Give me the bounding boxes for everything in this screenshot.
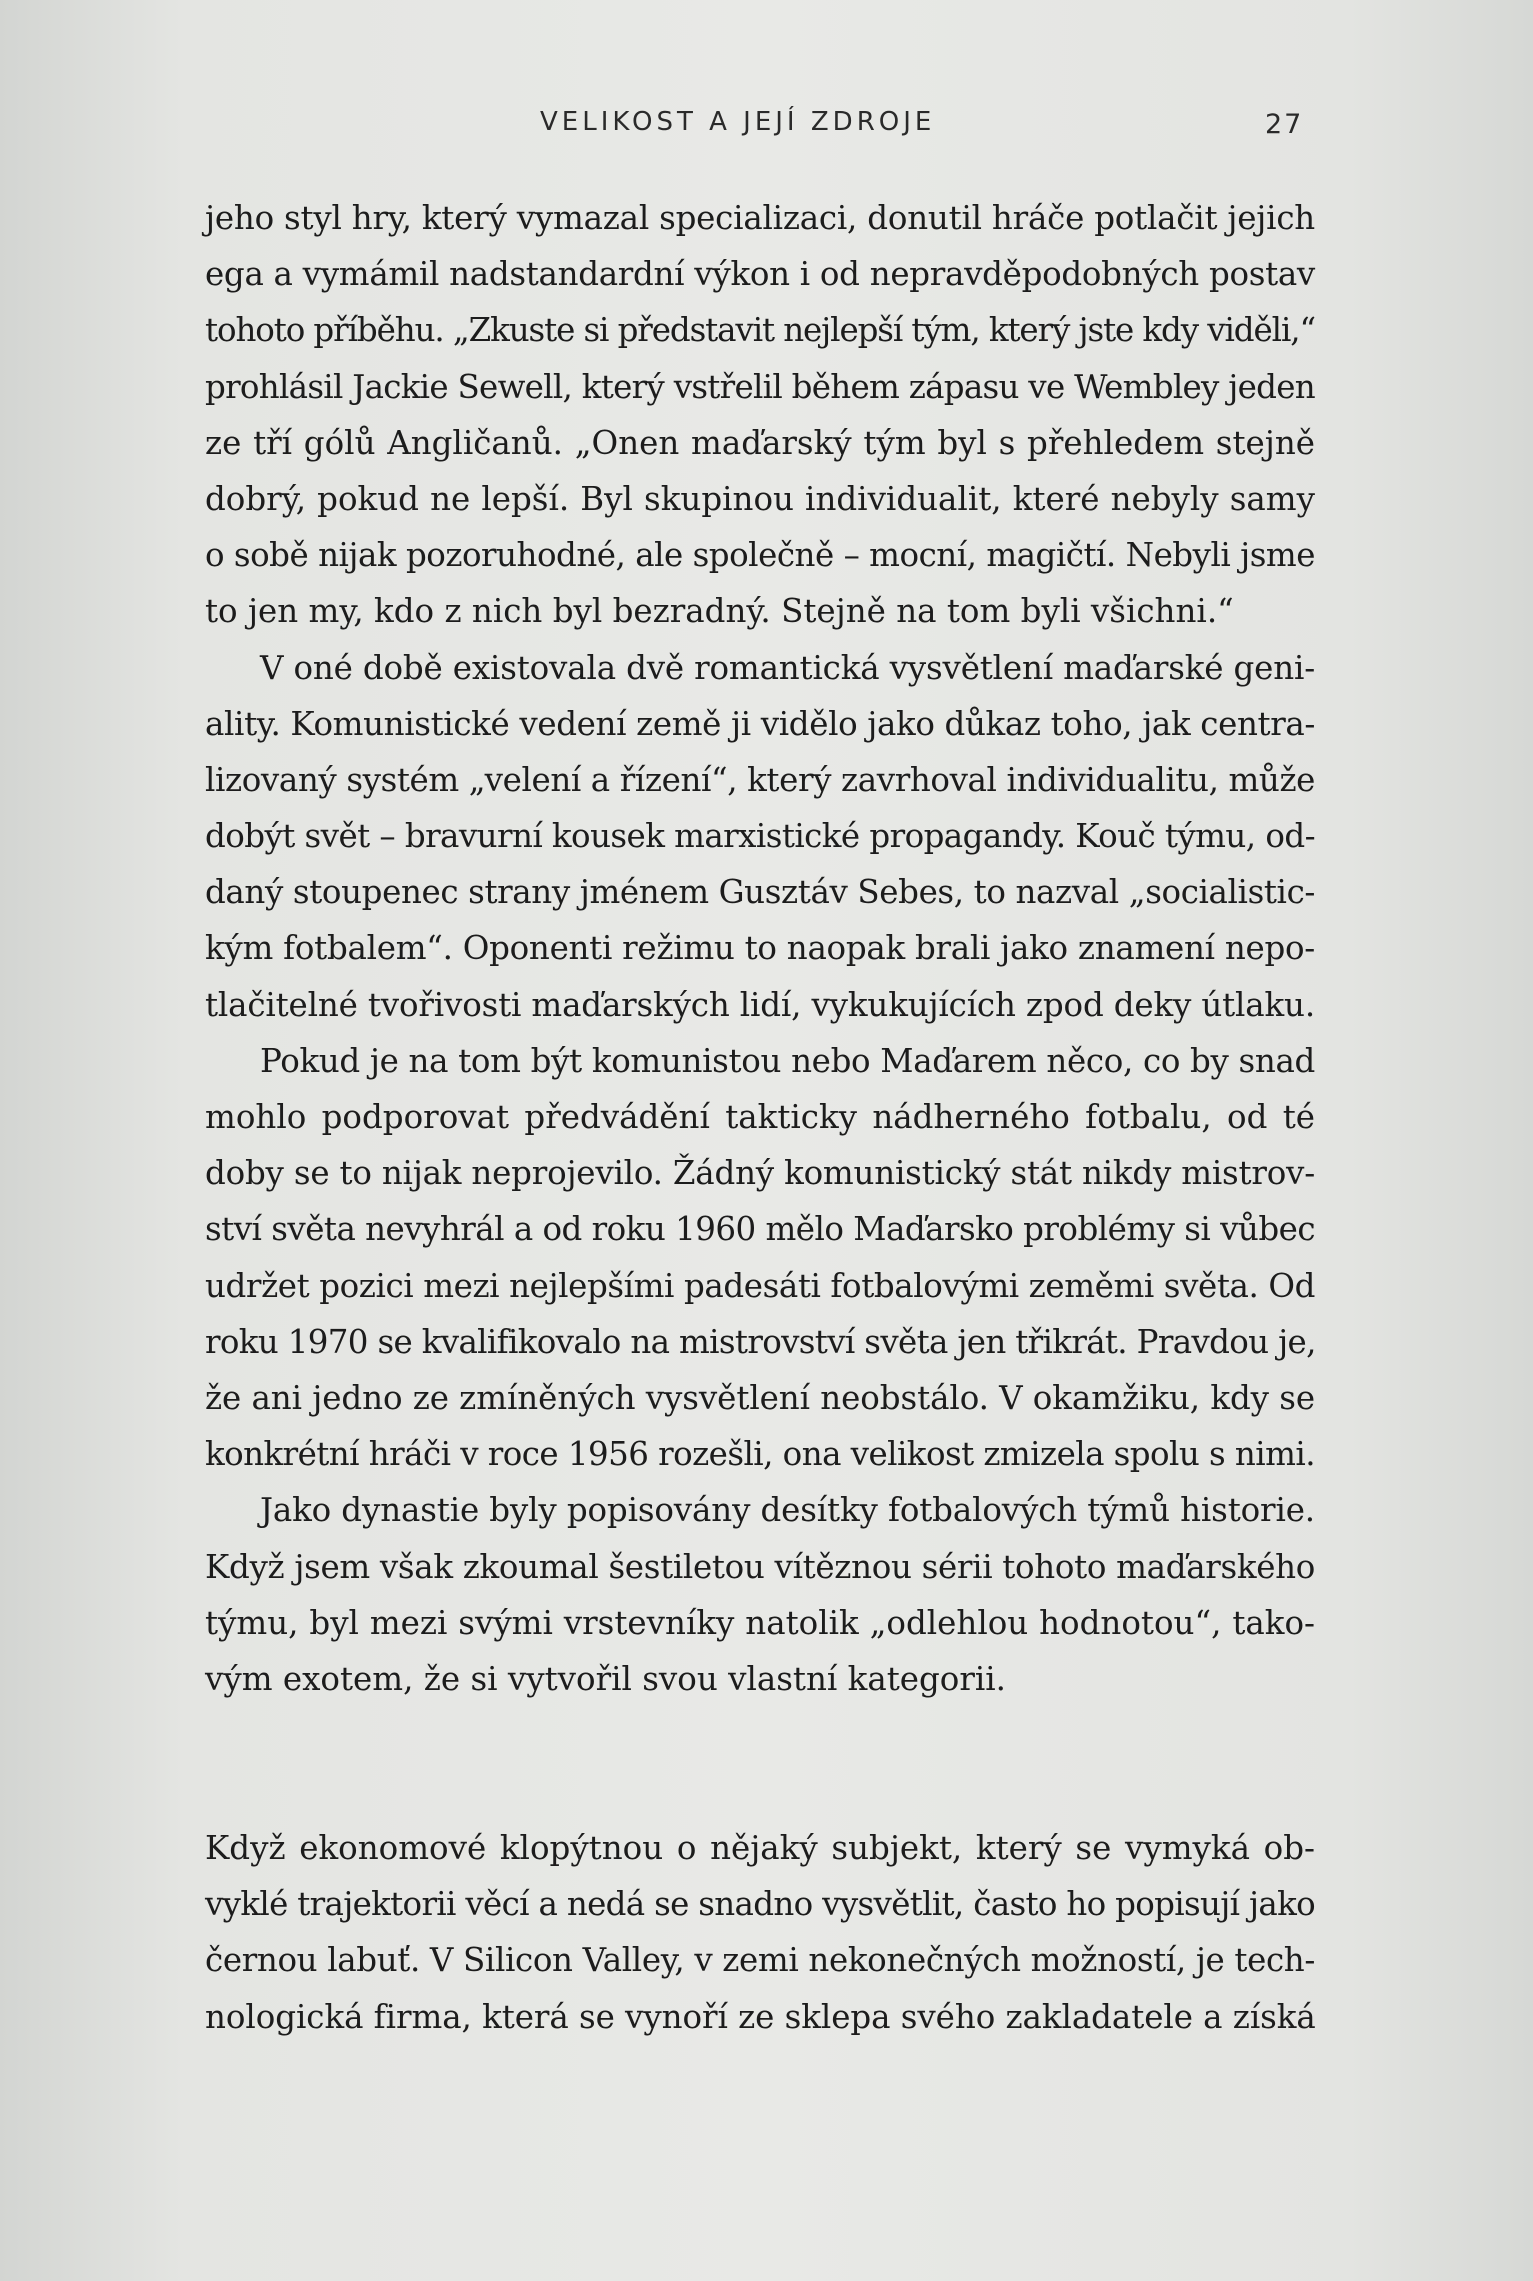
text-line: prohlásil Jackie Sewell, který vstřelil během zápasu ve Wembley jeden [205,367,1315,406]
paragraph-3 [205,1033,1315,1483]
text-line: nologická firma, která se vynoří ze sklepa svého zakladatele a získá [205,1997,1316,2036]
text-line: ega a vymámil nadstandardní výkon i od nepravděpodobných postav [205,255,1315,294]
text-line: černou labuť. V Silicon Valley, v zemi nekonečných možností, je tech- [205,1941,1315,1980]
text-line: vým exotem, že si vytvořil svou vlastní kategorii. [205,1659,1007,1698]
body-text [205,190,1315,2045]
text-line: dobrý, pokud ne lepší. Byl skupinou individualit, které nebyly samy [205,479,1315,518]
text-line: dobýt svět – bravurní kousek marxistické propagandy. Kouč týmu, od- [205,817,1315,856]
paragraph-2 [205,640,1315,1033]
page-header [0,103,1533,143]
paragraph-4 [205,1482,1315,1707]
text-line: Když jsem však zkoumal šestiletou vítěznou sérii tohoto maďarského [205,1547,1316,1586]
text-line: mohlo podporovat předvádění takticky nádherného fotbalu, od té [205,1098,1315,1136]
paragraph-5 [205,1820,1315,2045]
text-line: daný stoupenec strany jménem Gusztáv Sebes, to nazval „socialistic- [205,873,1316,912]
text-line: konkrétní hráči v roce 1956 rozešli, ona velikost zmizela spolu s nimi. [205,1435,1316,1474]
text-line: udržet pozici mezi nejlepšími padesáti fotbalovými zeměmi světa. Od [205,1266,1315,1305]
text-line: tlačitelné tvořivosti maďarských lidí, vykukujících zpod deky útlaku. [205,985,1315,1024]
text-line: lizovaný systém „velení a řízení“, který zavrhoval individualitu, může [205,760,1316,799]
text-line: jeho styl hry, který vymazal specializaci, donutil hráče potlačit jejich [205,199,1316,237]
text-line: Když ekonomové klopýtnou o nějaký subjekt, který se vymyká ob- [205,1829,1315,1868]
text-line: tohoto příběhu. „Zkuste si představit nejlepší tým, který jste kdy viděli,“ [205,311,1316,350]
text-line: Pokud je na tom být komunistou nebo Maďarem něco, co by snad [260,1041,1316,1080]
text-line: o sobě nijak pozoruhodné, ale společně – mocní, magičtí. Nebyli jsme [205,536,1315,575]
paragraph-1 [205,190,1315,640]
text-line: kým fotbalem“. Oponenti režimu to naopak brali jako znamení nepo- [205,929,1315,968]
text-line: že ani jedno ze zmíněných vysvětlení neobstálo. V okamžiku, kdy se [205,1378,1315,1417]
section-break [205,1707,1315,1820]
text-line: ze tří gólů Angličanů. „Onen maďarský tým byl s přehledem stejně [205,423,1315,462]
running-head: VELIKOST A JEJÍ ZDROJE [540,107,936,137]
text-line: V oné době existovala dvě romantická vysvětlení maďarské geni- [260,648,1316,687]
text-line: vyklé trajektorii věcí a nedá se snadno vysvětlit, často ho popisují jako [205,1885,1315,1924]
text-line: doby se to nijak neprojevilo. Žádný komunistický stát nikdy mistrov- [205,1154,1315,1193]
page-number: 27 [1265,109,1304,140]
text-line: Jako dynastie byly popisovány desítky fotbalových týmů historie. [260,1491,1315,1530]
text-line: týmu, byl mezi svými vrstevníky natolik „odlehlou hodnotou“, tako- [205,1603,1315,1642]
text-line: ství světa nevyhrál a od roku 1960 mělo Maďarsko problémy si vůbec [205,1210,1316,1249]
text-line: to jen my, kdo z nich byl bezradný. Stejně na tom byli všichni.“ [205,592,1234,631]
text-line: ality. Komunistické vedení země ji vidělo jako důkaz toho, jak centra- [205,704,1316,743]
text-line: roku 1970 se kvalifikovalo na mistrovství světa jen třikrát. Pravdou je, [205,1322,1316,1361]
